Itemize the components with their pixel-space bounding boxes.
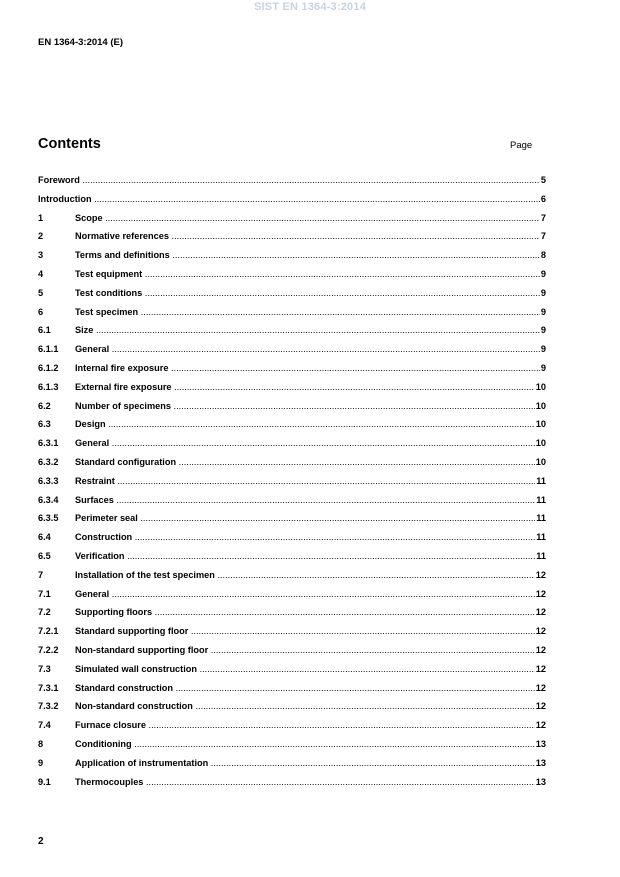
toc-entry-title: Standard configuration .....: [75, 456, 535, 468]
toc-entry-page: 13: [535, 776, 546, 787]
toc-entry-title: Conditioning .....: [75, 738, 535, 750]
toc-entry-title: Perimeter seal .....: [75, 512, 535, 524]
toc-entry-page: 12: [535, 607, 546, 618]
toc-entry-page: 11: [536, 475, 546, 486]
toc-entry-page: 9: [540, 287, 546, 298]
toc-entry-title: External fire exposure .....: [75, 381, 535, 393]
toc-entry-number: 6.1.3: [38, 381, 59, 392]
toc-entry[interactable]: [38, 381, 546, 400]
toc-entry-page: 10: [535, 381, 546, 392]
toc-entry-page: 6: [540, 193, 546, 204]
toc-entry-page: 11: [536, 532, 546, 543]
toc-entry[interactable]: [38, 324, 546, 343]
toc-entry-page: 9: [540, 268, 546, 279]
toc-entry-number: 6.3.4: [38, 494, 59, 505]
toc-entry-page: 10: [535, 456, 546, 467]
toc-entry-title: Standard supporting floor .....: [75, 625, 535, 637]
page-column-label: Page: [510, 140, 533, 151]
toc-entry[interactable]: [38, 644, 546, 663]
toc-entry[interactable]: [38, 400, 546, 419]
toc-entry[interactable]: [38, 606, 546, 625]
toc-entry-number: 7.2.2: [38, 644, 59, 655]
toc-entry-number: 6.3: [38, 419, 51, 430]
toc-entry[interactable]: [38, 700, 546, 719]
toc-entry-page: 13: [535, 757, 546, 768]
toc-entry-page: 7: [540, 231, 546, 242]
toc-entry[interactable]: [38, 776, 546, 795]
toc-entry[interactable]: [38, 343, 546, 362]
toc-entry-page: 9: [540, 344, 546, 355]
page-number: 2: [38, 836, 44, 847]
toc-entry[interactable]: [38, 588, 546, 607]
toc-entry-page: 5: [540, 175, 546, 185]
toc-entry-page: 11: [536, 513, 546, 524]
toc-entry-number: 6.3.2: [38, 456, 59, 467]
toc-entry-page: 7: [540, 212, 546, 223]
watermark-text: SIST EN 1364-3:2014: [253, 1, 367, 13]
toc-entry-page: 9: [540, 362, 546, 373]
toc-entry[interactable]: [38, 418, 546, 437]
toc-entry-title: Design .....: [75, 418, 535, 430]
toc-entry-title: Furnace closure .....: [75, 719, 535, 731]
toc-entry-title: Introduction .....: [38, 193, 540, 205]
toc-entry-page: 12: [535, 701, 546, 712]
toc-entry-number: 1: [38, 212, 44, 223]
toc-entry[interactable]: [38, 212, 546, 231]
toc-entry-number: 7.4: [38, 720, 51, 731]
toc-entry-page: 11: [536, 550, 546, 561]
toc-entry[interactable]: [38, 569, 546, 588]
toc-entry[interactable]: [38, 193, 546, 212]
toc-entry[interactable]: [38, 757, 546, 776]
toc-entry-page: 12: [535, 644, 546, 655]
toc-entry-title: Non-standard construction .....: [75, 700, 535, 712]
toc-entry-title: Normative references .....: [75, 230, 540, 242]
toc-entry-title: General .....: [75, 343, 540, 355]
toc-entry-number: 6.5: [38, 550, 51, 561]
toc-entry[interactable]: [38, 230, 546, 249]
toc-entry-title: Simulated wall construction .....: [75, 663, 535, 675]
toc-entry[interactable]: [38, 663, 546, 682]
toc-entry-page: 12: [535, 626, 546, 637]
toc-entry[interactable]: [38, 249, 546, 268]
toc-entry-title: General .....: [75, 437, 535, 449]
toc-entry-number: 6: [38, 306, 44, 317]
toc-entry-number: 7.3.2: [38, 701, 59, 712]
toc-entry-title: Test conditions .....: [75, 287, 540, 299]
toc-entry[interactable]: [38, 625, 546, 644]
toc-entry-number: 7: [38, 569, 44, 580]
toc-entry-page: 9: [540, 325, 546, 336]
toc-entry[interactable]: [38, 719, 546, 738]
toc-entry-page: 10: [535, 400, 546, 411]
toc-entry-page: 9: [540, 306, 546, 317]
toc-entry-number: 5: [38, 287, 44, 298]
toc-entry[interactable]: [38, 550, 546, 569]
toc-entry-title: Scope .....: [75, 212, 540, 224]
toc-entry-number: 3: [38, 250, 44, 261]
toc-entry-number: 6.3.5: [38, 513, 59, 524]
toc-entry-number: 6.1.2: [38, 362, 59, 373]
toc-entry[interactable]: [38, 174, 546, 193]
toc-entry[interactable]: [38, 531, 546, 550]
toc-entry-title: Supporting floors .....: [75, 606, 535, 618]
toc-entry[interactable]: [38, 475, 546, 494]
toc-entry-title: Test specimen .....: [75, 306, 540, 318]
toc-entry-title: Installation of the test specimen .....: [75, 569, 535, 581]
document-header: EN 1364-3:2014 (E): [38, 37, 124, 48]
toc-entry-title: Terms and definitions .....: [75, 249, 540, 261]
toc-entry-number: 6.1.1: [38, 344, 59, 355]
contents-heading: Contents: [38, 136, 101, 152]
table-of-contents: [38, 174, 546, 794]
toc-entry-page: 12: [535, 569, 546, 580]
toc-entry-number: 9.1: [38, 776, 51, 787]
toc-entry-page: 12: [535, 720, 546, 731]
toc-entry-page: 13: [535, 738, 546, 749]
toc-entry-number: 6.4: [38, 532, 51, 543]
toc-entry[interactable]: [38, 362, 546, 381]
toc-entry-number: 6.2: [38, 400, 51, 411]
toc-entry-page: 12: [535, 588, 546, 599]
toc-entry-number: 6.3.3: [38, 475, 59, 486]
toc-entry[interactable]: [38, 682, 546, 701]
toc-entry[interactable]: [38, 437, 546, 456]
toc-entry[interactable]: [38, 287, 546, 306]
toc-entry-number: 9: [38, 757, 44, 768]
toc-entry-title: Size .....: [75, 324, 540, 336]
toc-entry-number: 7.3.1: [38, 682, 59, 693]
toc-entry-title: Restraint .....: [75, 475, 535, 487]
toc-entry-number: 6.1: [38, 325, 51, 336]
toc-entry-number: 7.2.1: [38, 626, 59, 637]
toc-entry[interactable]: [38, 456, 546, 475]
toc-entry-page: 10: [535, 419, 546, 430]
toc-entry-number: 2: [38, 231, 44, 242]
toc-entry-title: Foreword .....: [38, 174, 540, 186]
toc-entry-page: 12: [535, 663, 546, 674]
toc-entry-title: Test equipment .....: [75, 268, 540, 280]
toc-entry[interactable]: [38, 268, 546, 287]
toc-entry-number: 4: [38, 268, 44, 279]
toc-entry-title: Number of specimens .....: [75, 400, 535, 412]
toc-entry-title: Verification .....: [75, 550, 535, 562]
toc-entry[interactable]: [38, 306, 546, 325]
toc-entry-page: 10: [535, 438, 546, 449]
toc-entry-title: Standard construction .....: [75, 682, 535, 694]
toc-entry-title: Surfaces .....: [75, 494, 535, 506]
toc-entry[interactable]: [38, 738, 546, 757]
toc-entry-number: 6.3.1: [38, 438, 59, 449]
toc-entry[interactable]: [38, 494, 546, 513]
toc-entry-page: 11: [536, 494, 546, 505]
toc-entry-title: Internal fire exposure .....: [75, 362, 540, 374]
toc-entry-title: General .....: [75, 588, 535, 600]
toc-entry-title: Application of instrumentation .....: [75, 757, 535, 769]
toc-entry-title: Non-standard supporting floor .....: [75, 644, 535, 656]
toc-entry-title: Thermocouples .....: [75, 776, 535, 788]
toc-entry-title: Construction .....: [75, 531, 535, 543]
toc-entry-page: 12: [535, 682, 546, 693]
toc-entry-number: 7.2: [38, 607, 51, 618]
toc-entry-number: 8: [38, 738, 44, 749]
toc-entry-page: 8: [540, 250, 546, 261]
toc-entry-number: 7.3: [38, 663, 51, 674]
toc-entry[interactable]: [38, 512, 546, 531]
toc-entry-number: 7.1: [38, 588, 51, 599]
